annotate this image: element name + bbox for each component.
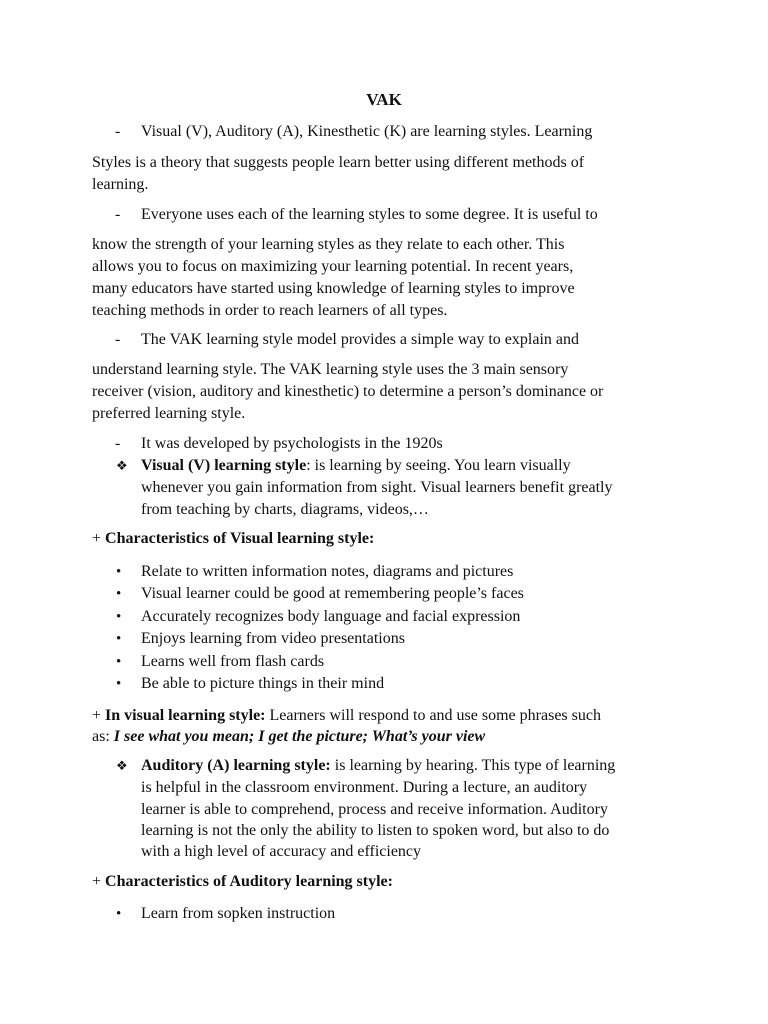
p3-line2: understand learning style. The VAK learning style uses the 3 main sensory — [92, 361, 569, 378]
list-item: Learns well from flash cards — [141, 653, 325, 670]
auditory-line2: is helpful in the classroom environment. During a lecture, an auditory — [141, 779, 588, 796]
phrases-label: In visual learning style: — [105, 707, 266, 724]
bullet-icon: • — [116, 586, 122, 602]
auditory-line3: learner is able to comprehend, process and receive information. Auditory — [141, 801, 608, 818]
page-title: VAK — [366, 90, 402, 109]
p2-line3: allows you to focus on maximizing your learning potential. In recent years, — [92, 258, 574, 275]
auditory-characteristics-heading — [92, 871, 393, 893]
visual-label: Visual (V) learning style — [141, 457, 307, 474]
bullet-icon: • — [116, 654, 122, 670]
visual-line3: from teaching by charts, diagrams, videos,… — [141, 501, 429, 518]
p3-line1: The VAK learning style model provides a simple way to explain and — [141, 331, 579, 348]
phrases-prefix: as: — [92, 728, 114, 745]
phrases-line2 — [92, 726, 485, 748]
visual-line1-rest: : is learning by seeing. You learn visually — [306, 457, 571, 474]
p2-line2: know the strength of your learning styles as they relate to each other. This — [92, 236, 565, 253]
phrases-line1 — [92, 705, 601, 727]
example-phrases: I see what you mean; I get the picture; What’s your view — [113, 728, 486, 745]
dash-marker: - — [115, 435, 121, 452]
auditory-label: Auditory (A) learning style: — [141, 757, 331, 774]
list-item: Visual learner could be good at remembering people’s faces — [141, 585, 524, 602]
auditory-line1-rest: is learning by hearing. This type of learning — [330, 757, 616, 774]
bullet-icon: • — [116, 676, 122, 692]
p4-line1: It was developed by psychologists in the 1920s — [141, 435, 443, 452]
bullet-icon: • — [116, 906, 122, 922]
plus-marker: + — [92, 530, 106, 547]
visual-characteristics-heading — [92, 528, 374, 550]
visual-line2: whenever you gain information from sight. Visual learners benefit greatly — [141, 479, 613, 496]
bullet-icon: • — [116, 609, 122, 625]
dash-marker: - — [115, 206, 121, 223]
p2-line5: teaching methods in order to reach learners of all types. — [92, 302, 448, 319]
p1-line2: Styles is a theory that suggests people learn better using different methods of — [92, 154, 585, 171]
list-item: Relate to written information notes, diagrams and pictures — [141, 563, 514, 580]
p3-line4: preferred learning style. — [92, 405, 246, 422]
p2-line1: Everyone uses each of the learning styles to some degree. It is useful to — [141, 206, 598, 223]
plus-marker: + — [92, 707, 106, 724]
p2-line4: many educators have started using knowledge of learning styles to improve — [92, 280, 575, 297]
p3-line3: receiver (vision, auditory and kinesthetic) to determine a person’s dominance or — [92, 383, 604, 400]
list-item: Accurately recognizes body language and facial expression — [141, 608, 521, 625]
visual-characteristics-label: Characteristics of Visual learning style: — [105, 530, 375, 547]
p1-line3: learning. — [92, 176, 149, 193]
diamond-bullet-icon: ❖ — [116, 758, 128, 773]
bullet-icon: • — [116, 564, 122, 580]
list-item: Enjoys learning from video presentations — [141, 630, 405, 647]
list-item: Learn from sopken instruction — [141, 905, 336, 922]
p1-line1: Visual (V), Auditory (A), Kinesthetic (K) are learning styles. Learning — [141, 123, 593, 140]
auditory-line5: with a high level of accuracy and efficiency — [141, 843, 422, 860]
bullet-icon: • — [116, 631, 122, 647]
dash-marker: - — [115, 123, 121, 140]
list-item: Be able to picture things in their mind — [141, 675, 385, 692]
diamond-bullet-icon: ❖ — [116, 458, 128, 473]
plus-marker: + — [92, 873, 106, 890]
visual-line1 — [141, 455, 571, 477]
auditory-line4: learning is not the only the ability to listen to spoken word, but also to do — [141, 822, 610, 839]
dash-marker: - — [115, 331, 121, 348]
phrases-line1-rest: Learners will respond to and use some phrases such — [265, 707, 601, 724]
auditory-characteristics-label: Characteristics of Auditory learning style: — [105, 873, 393, 890]
auditory-line1 — [141, 755, 615, 777]
